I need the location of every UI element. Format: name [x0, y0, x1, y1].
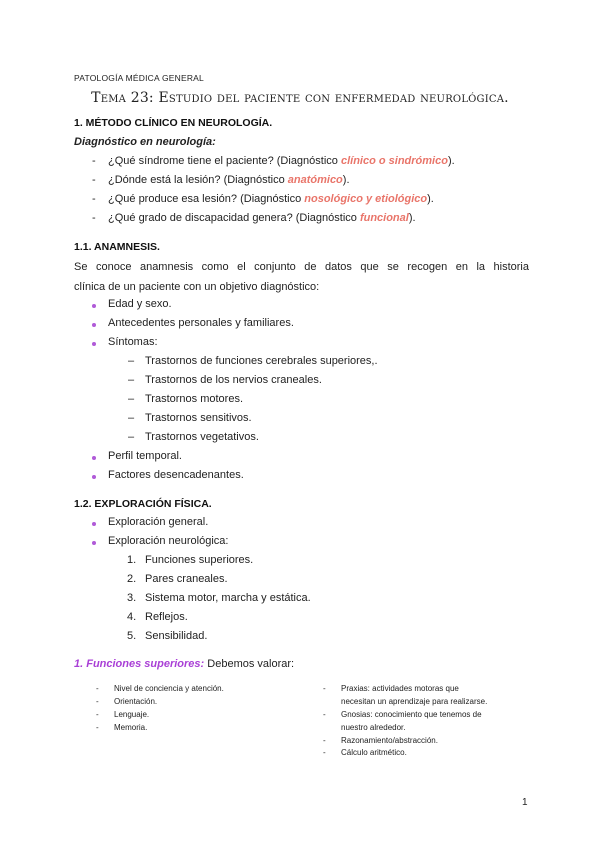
bullet-dot: [92, 475, 96, 479]
dash-marker: –: [128, 412, 135, 424]
list-item-continuation: necesitan un aprendizaje para realizarse.: [341, 697, 488, 706]
list-number: 3.: [127, 592, 137, 604]
bullet-dot: [92, 323, 96, 327]
page-number: 1: [522, 797, 528, 808]
list-item: Praxias: actividades motoras que: [341, 684, 459, 693]
list-item: Trastornos vegetativos.: [145, 431, 259, 443]
list-item: Trastornos sensitivos.: [145, 412, 252, 424]
list-item: Exploración neurológica:: [108, 535, 229, 547]
list-item: Gnosias: conocimiento que tenemos de: [341, 710, 482, 719]
list-number: 2.: [127, 573, 137, 585]
list-item: Pares craneales.: [145, 573, 228, 585]
list-item: ¿Qué produce esa lesión? (Diagnóstico nosológico y etiológico).: [108, 193, 434, 205]
dash-marker: -: [92, 193, 96, 205]
list-item: Síntomas:: [108, 336, 158, 348]
list-item: Factores desencadenantes.: [108, 469, 244, 481]
list-item: Exploración general.: [108, 516, 209, 528]
section-heading-exploracion: 1.2. EXPLORACIÓN FÍSICA.: [74, 498, 212, 510]
bullet-dot: [92, 541, 96, 545]
list-number: 1.: [127, 554, 137, 566]
bullet-dot: [92, 456, 96, 460]
dash-marker: -: [323, 748, 326, 757]
subheading-diagnostico: Diagnóstico en neurología:: [74, 136, 216, 148]
dash-marker: -: [96, 710, 99, 719]
dash-marker: –: [128, 393, 135, 405]
dash-marker: -: [323, 710, 326, 719]
list-item: Edad y sexo.: [108, 298, 172, 310]
dash-marker: –: [128, 355, 135, 367]
anamnesis-paragraph: Se conoce anamnesis como el conjunto de datos que se recogen en la historia clínica de un paciente con un objetivo diagnóstico:: [74, 261, 529, 293]
list-item: Trastornos motores.: [145, 393, 244, 405]
list-item: Perfil temporal.: [108, 450, 182, 462]
list-number: 4.: [127, 611, 137, 623]
list-item: ¿Dónde está la lesión? (Diagnóstico anatómico).: [108, 174, 350, 186]
list-item: Sensibilidad.: [145, 630, 208, 642]
list-item: ¿Qué grado de discapacidad genera? (Diagnóstico funcional).: [108, 212, 416, 224]
list-item: Lenguaje.: [114, 710, 150, 719]
list-item-continuation: nuestro alrededor.: [341, 723, 406, 732]
funciones-heading: 1. Funciones superiores: Debemos valorar:: [74, 658, 295, 670]
list-item: Trastornos de los nervios craneales.: [145, 374, 322, 386]
dash-marker: -: [92, 212, 96, 224]
bullet-dot: [92, 522, 96, 526]
page-title: Tema 23: Estudio del paciente con enfermedad neurológica.: [91, 90, 509, 106]
list-item: Orientación.: [114, 697, 158, 706]
dash-marker: -: [323, 736, 326, 745]
dash-marker: -: [96, 723, 99, 732]
dash-marker: –: [128, 431, 135, 443]
bullet-dot: [92, 342, 96, 346]
list-item: Trastornos de funciones cerebrales superiores,.: [145, 355, 378, 367]
list-item: Razonamiento/abstracción.: [341, 736, 438, 745]
dash-marker: -: [96, 684, 99, 693]
list-number: 5.: [127, 630, 137, 642]
list-item: ¿Qué síndrome tiene el paciente? (Diagnóstico clínico o sindrómico).: [108, 155, 455, 167]
list-item: Reflejos.: [145, 611, 188, 623]
list-item: Antecedentes personales y familiares.: [108, 317, 294, 329]
subject-header: PATOLOGÍA MÉDICA GENERAL: [74, 73, 204, 83]
list-item: Memoria.: [114, 723, 148, 732]
dash-marker: -: [96, 697, 99, 706]
dash-marker: -: [92, 174, 96, 186]
dash-marker: -: [92, 155, 96, 167]
dash-marker: –: [128, 374, 135, 386]
section-heading-anamnesis: 1.1. ANAMNESIS.: [74, 241, 160, 253]
list-item: Nivel de conciencia y atención.: [114, 684, 224, 693]
list-item: Cálculo aritmético.: [341, 748, 407, 757]
list-item: Sistema motor, marcha y estática.: [145, 592, 311, 604]
list-item: Funciones superiores.: [145, 554, 254, 566]
section-heading-metodo: 1. MÉTODO CLÍNICO EN NEUROLOGÍA.: [74, 117, 273, 129]
dash-marker: -: [323, 684, 326, 693]
bullet-dot: [92, 304, 96, 308]
